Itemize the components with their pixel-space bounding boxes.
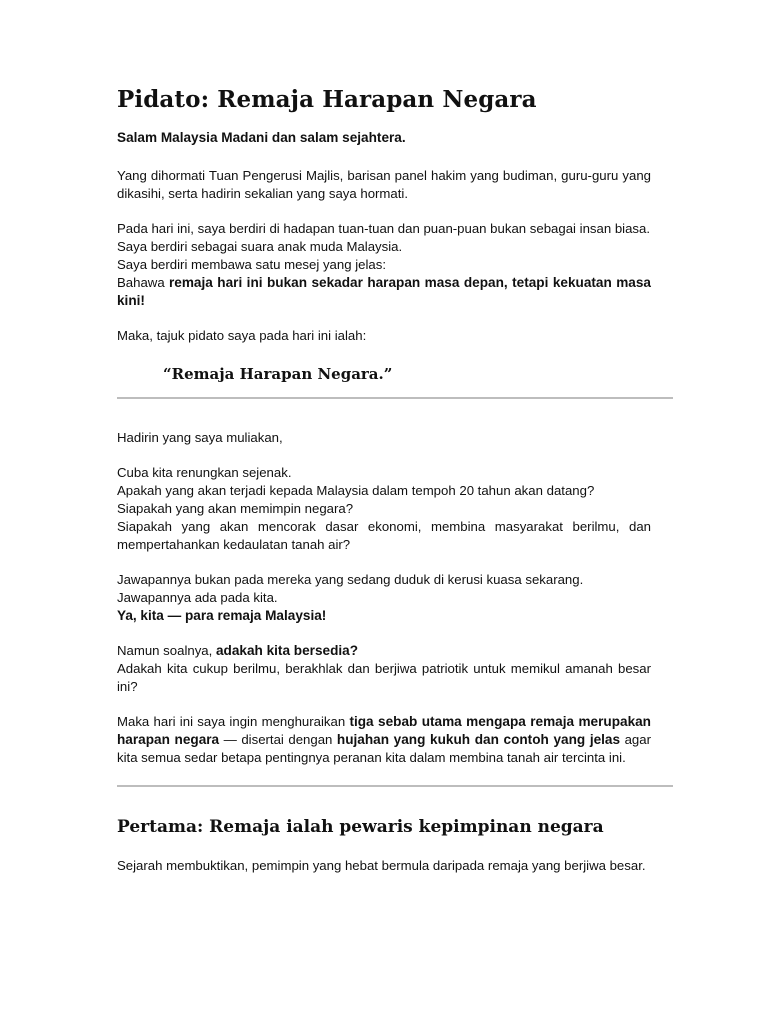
namun-prefix: Namun soalnya, — [117, 643, 216, 658]
maka-part-1: Maka hari ini saya ingin menghuraikan — [117, 714, 350, 729]
namun-bold: adakah kita bersedia? — [215, 643, 359, 658]
topic-quote: “Remaja Harapan Negara.” — [163, 365, 393, 383]
adakah-line: Adakah kita cukup berilmu, berakhlak dan berjiwa patriotik untuk memikul amanah besar ini? — [117, 661, 651, 694]
para1-line1: Pada hari ini, saya berdiri di hadapan tuan-tuan dan puan-puan bukan sebagai insan biasa. — [117, 221, 651, 236]
maka-bold-2: hujahan yang kukuh dan contoh yang jelas — [336, 732, 621, 747]
greeting: Salam Malaysia Madani dan salam sejahtera. — [117, 130, 406, 145]
document-content — [117, 86, 651, 875]
maka-part-5: agar kita semua sedar betapa pentingnya peranan kita dalam membina tanah air tercinta ini. — [117, 732, 651, 765]
para1-line4 — [117, 274, 651, 310]
para1-line3: Saya berdiri membawa satu mesej yang jelas: — [117, 257, 387, 272]
para1-line2: Saya berdiri sebagai suara anak muda Malaysia. — [117, 239, 403, 254]
intro-paragraph: Yang dihormati Tuan Pengerusi Majlis, barisan panel hakim yang budiman, guru-guru yang dikasihi, serta hadirin sekalian yang saya hormati. — [117, 168, 651, 201]
question-2: Siapakah yang akan memimpin negara? — [117, 501, 354, 516]
document-title: Pidato: Remaja Harapan Negara — [117, 86, 537, 113]
section-heading-pertama: Pertama: Remaja ialah pewaris kepimpinan negara — [117, 817, 604, 837]
divider-2 — [117, 785, 673, 787]
para1-line4-prefix: Bahawa — [117, 275, 169, 290]
maka-bold-1: tiga sebab utama mengapa remaja merupakan harapan negara — [117, 714, 651, 747]
section2-paragraph: Sejarah membuktikan, pemimpin yang hebat bermula daripada remaja yang berjiwa besar. — [117, 858, 646, 873]
answer-1: Jawapannya bukan pada mereka yang sedang duduk di kerusi kuasa sekarang. — [117, 572, 584, 587]
question-3: Siapakah yang akan mencorak dasar ekonomi, membina masyarakat berilmu, dan mempertahankan kedaulatan tanah air? — [117, 519, 651, 552]
answer-2: Jawapannya ada pada kita. — [117, 590, 278, 605]
namun-line — [117, 642, 651, 660]
question-1: Apakah yang akan terjadi kepada Malaysia dalam tempoh 20 tahun akan datang? — [117, 483, 595, 498]
topic-intro: Maka, tajuk pidato saya pada hari ini ialah: — [117, 328, 367, 343]
maka-paragraph — [117, 713, 651, 767]
maka-part-3: — disertai dengan — [219, 732, 337, 747]
reflect-line: Cuba kita renungkan sejenak. — [117, 465, 292, 480]
para1-line4-bold: remaja hari ini bukan sekadar harapan masa depan, tetapi kekuatan masa kini! — [117, 275, 651, 308]
address-line: Hadirin yang saya muliakan, — [117, 430, 283, 445]
answer-3: Ya, kita — para remaja Malaysia! — [117, 608, 327, 623]
